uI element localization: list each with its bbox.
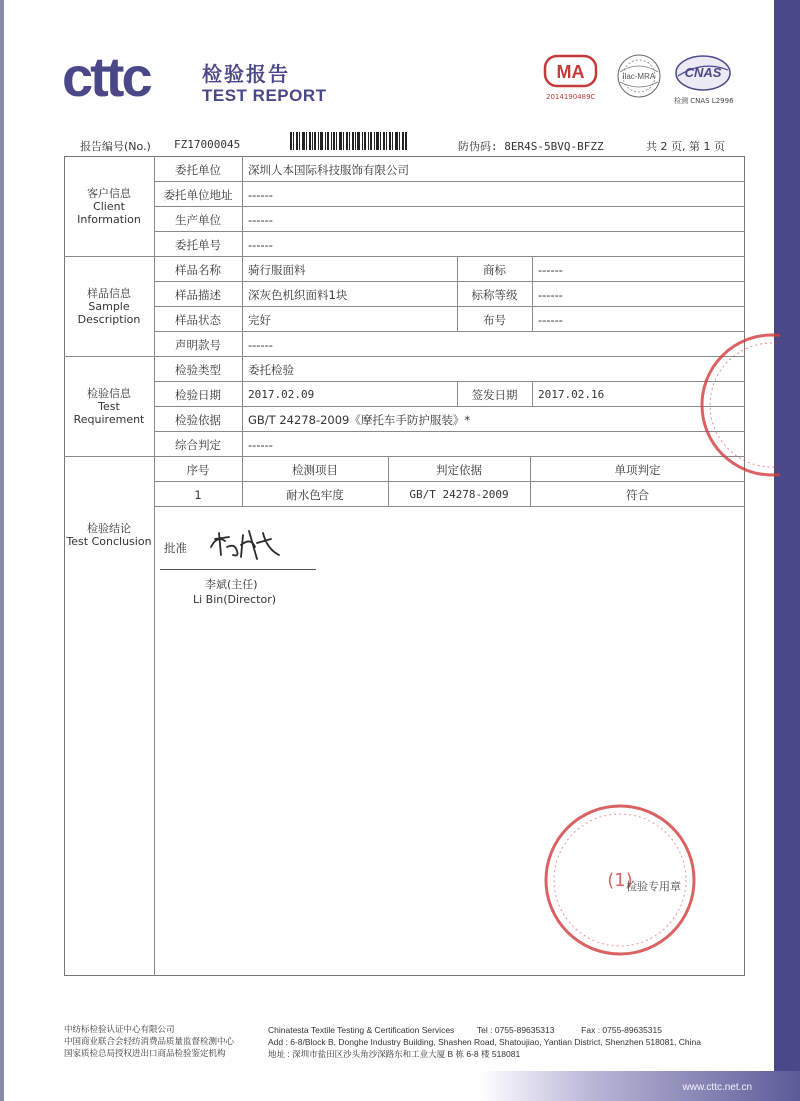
address-cn: 地址 : 深圳市盐田区沙头角沙深路东和工业大厦 B 栋 6-8 楼 518081 bbox=[268, 1049, 521, 1059]
field-label: 样品名称 bbox=[175, 263, 221, 277]
test-basis: GB/T 24278-2009《摩托车手防护服装》* bbox=[248, 413, 471, 427]
signer-cn: 李斌(主任) bbox=[205, 578, 258, 591]
field-label: 检验依据 bbox=[175, 413, 221, 427]
stamp-label: 检验专用章 bbox=[626, 880, 681, 893]
field-label: 委托单位地址 bbox=[163, 188, 233, 202]
address-en: Add : 6-8/Block B, Donghe Industry Building, Shashen Road, Shatoujiao, Yantian District, Shenzhen 518081, China bbox=[268, 1037, 701, 1047]
field-label: 标称等级 bbox=[471, 288, 518, 302]
sample-desc: 深灰色机织面料1块 bbox=[248, 288, 348, 302]
ilac-mra-icon bbox=[612, 52, 666, 100]
cnas-number: 检测 CNAS L2996 bbox=[674, 97, 734, 105]
divider bbox=[64, 256, 745, 257]
ilac-label: ilac-MRA bbox=[622, 72, 656, 81]
report-title-en: TEST REPORT bbox=[202, 86, 327, 105]
tel: Tel : 0755-89635313 bbox=[476, 1025, 555, 1035]
divider bbox=[64, 356, 745, 357]
cma-icon bbox=[543, 54, 598, 88]
svg-text:(1): (1) bbox=[607, 870, 633, 891]
org-name-en: Chinatesta Textile Testing & Certification Services bbox=[268, 1025, 455, 1035]
section-requirement bbox=[64, 387, 154, 426]
sample-name: 骑行服面料 bbox=[248, 263, 306, 277]
section-title-cn: 检验信息 bbox=[87, 387, 131, 400]
cnas-label: CNAS bbox=[684, 65, 722, 80]
org-name: 中国商业联合会轻纺消费品质量监督检测中心 bbox=[64, 1037, 235, 1047]
divider bbox=[242, 156, 243, 456]
column-header: 检测项目 bbox=[292, 463, 338, 477]
cttc-logo bbox=[62, 45, 150, 108]
overall-result: ------ bbox=[248, 438, 273, 452]
right-accent-bar bbox=[774, 0, 800, 1101]
section-title-cn: 样品信息 bbox=[87, 287, 131, 300]
client-address: ------ bbox=[248, 188, 273, 202]
footer-contact bbox=[268, 1024, 701, 1060]
cnas-icon bbox=[674, 54, 732, 92]
field-label: 委托单号 bbox=[175, 238, 221, 252]
field-label: 商标 bbox=[483, 263, 506, 277]
column-header: 序号 bbox=[186, 463, 210, 477]
order-no: ------ bbox=[248, 238, 273, 252]
field-label: 检验类型 bbox=[175, 363, 221, 377]
section-client bbox=[64, 187, 154, 226]
section-title-en: Requirement bbox=[73, 413, 145, 426]
issue-date: 2017.02.16 bbox=[538, 388, 605, 401]
section-title-en: Description bbox=[77, 313, 141, 326]
section-title-cn: 检验结论 bbox=[87, 522, 131, 535]
manufacturer: ------ bbox=[248, 213, 273, 227]
bottom-accent-bar bbox=[480, 1071, 800, 1101]
page-edge bbox=[0, 0, 4, 1101]
section-conclusion bbox=[64, 522, 154, 548]
table-cell-item: 耐水色牢度 bbox=[286, 488, 344, 502]
website-url[interactable]: www.cttc.net.cn bbox=[682, 1082, 752, 1093]
field-label: 综合判定 bbox=[175, 438, 221, 452]
ma-number: 2014190489C bbox=[546, 93, 596, 101]
field-label: 样品描述 bbox=[175, 288, 221, 302]
section-title-en: Test Conclusion bbox=[66, 535, 152, 548]
page-count: 共 2 页, 第 1 页 bbox=[646, 140, 725, 153]
signature-line bbox=[160, 569, 316, 570]
footer-org bbox=[64, 1024, 234, 1060]
org-name: 国家质检总局授权进出口商品检验鉴定机构 bbox=[64, 1049, 226, 1059]
field-label: 生产单位 bbox=[175, 213, 221, 227]
section-title-en: Information bbox=[77, 213, 141, 226]
signature-icon bbox=[205, 525, 285, 565]
approve-label: 批准 bbox=[164, 541, 187, 555]
field-label: 布号 bbox=[483, 313, 506, 327]
brand: ------ bbox=[538, 263, 563, 277]
divider bbox=[154, 156, 155, 976]
client-name: 深圳人本国际科技服饰有限公司 bbox=[248, 163, 409, 177]
column-header: 单项判定 bbox=[614, 463, 661, 477]
cloth-no: ------ bbox=[538, 313, 563, 327]
field-label: 样品状态 bbox=[175, 313, 221, 327]
section-title-en: Client bbox=[93, 200, 125, 213]
divider bbox=[532, 256, 533, 331]
side-stamp-icon bbox=[690, 330, 780, 480]
test-date: 2017.02.09 bbox=[248, 388, 315, 401]
test-type: 委托检验 bbox=[248, 363, 294, 377]
divider bbox=[154, 506, 745, 507]
section-sample bbox=[64, 287, 154, 326]
grade: ------ bbox=[538, 288, 563, 302]
table-cell-no: 1 bbox=[194, 488, 202, 502]
field-label: 委托单位 bbox=[175, 163, 221, 177]
field-label: 声明款号 bbox=[175, 338, 221, 352]
field-label: 检验日期 bbox=[175, 388, 221, 402]
report-no: FZ17000045 bbox=[174, 138, 241, 151]
anti-fake-code: 防伪码: 8ER4S-5BVQ-BFZZ bbox=[458, 140, 604, 153]
signer-en: Li Bin(Director) bbox=[193, 593, 277, 606]
field-label: 签发日期 bbox=[471, 388, 518, 402]
table-cell-result: 符合 bbox=[626, 488, 649, 502]
report-no-label: 报告编号(No.) bbox=[80, 140, 151, 153]
divider bbox=[532, 381, 533, 406]
column-header: 判定依据 bbox=[436, 463, 482, 477]
section-title-en: Test bbox=[98, 400, 120, 413]
logo-mark: cttc bbox=[62, 45, 150, 108]
ma-label: MA bbox=[556, 62, 585, 82]
report-title-cn: 检验报告 bbox=[202, 62, 290, 86]
declare-no: ------ bbox=[248, 338, 273, 352]
org-name: 中纺标检验认证中心有限公司 bbox=[64, 1025, 175, 1035]
divider bbox=[64, 456, 745, 457]
fax: Fax : 0755-89635315 bbox=[581, 1025, 662, 1035]
sample-state: 完好 bbox=[248, 313, 271, 327]
barcode-icon bbox=[290, 132, 408, 150]
section-title-en: Sample bbox=[88, 300, 130, 313]
section-title-cn: 客户信息 bbox=[87, 187, 131, 200]
table-cell-basis: GB/T 24278-2009 bbox=[409, 488, 509, 501]
